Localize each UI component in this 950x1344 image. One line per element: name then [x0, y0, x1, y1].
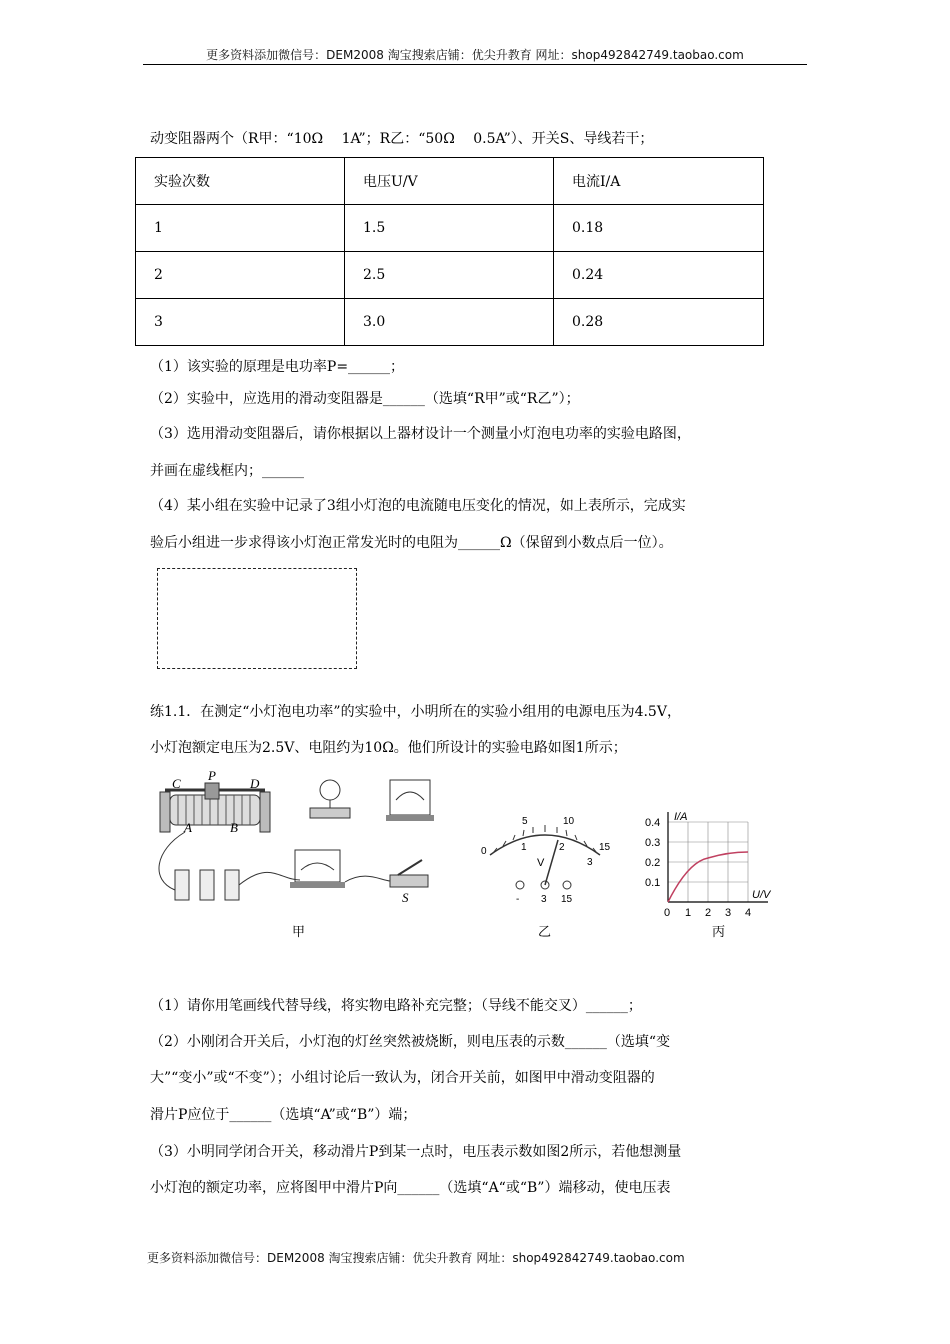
question-line: （1）请你用笔画线代替导线，将实物电路补充完整；（导线不能交叉）______；: [150, 998, 642, 1014]
caption-bing: 丙: [712, 925, 726, 940]
table-row: [136, 252, 764, 299]
x-tick: 0: [664, 907, 671, 919]
x-tick: 2: [705, 907, 712, 919]
question-line: （1）该实验的原理是电功率P=______；: [150, 359, 405, 375]
switch-icon: [390, 860, 428, 887]
y-tick: 0.4: [645, 817, 661, 829]
table-cell: 1.5: [345, 205, 554, 252]
label-c: C: [172, 776, 181, 791]
exercise-line: 小灯泡额定电压为2.5V、电阻约为10Ω。他们所设计的实验电路如图1所示；: [150, 740, 627, 756]
voltmeter-icon: [290, 850, 345, 888]
y-tick: 0.3: [645, 837, 661, 849]
scale-top-10: 10: [563, 816, 575, 827]
terminal-3: 3: [541, 894, 547, 905]
table-header-cell: 电流I/A: [554, 158, 764, 205]
label-p: P: [208, 770, 216, 783]
scale-top-15: 15: [599, 842, 611, 853]
ammeter-icon: [386, 780, 434, 821]
terminal-15: 15: [561, 894, 573, 905]
table-cell: 0.24: [554, 252, 764, 299]
bulb-icon: [310, 780, 350, 818]
wire: [345, 876, 390, 882]
table-cell: 0.28: [554, 299, 764, 346]
question-line: （4）某小组在实验中记录了3组小灯泡的电流随电压变化的情况，如上表所示，完成实: [150, 498, 686, 514]
scale-bottom-1: 1: [521, 842, 527, 853]
question-line: （2）实验中，应选用的滑动变阻器是______（选填“R甲”或“R乙”）；: [150, 391, 580, 407]
graph-grid: [668, 822, 748, 902]
y-axis-label: I/A: [674, 812, 688, 823]
question-line: （3）选用滑动变阻器后，请你根据以上器材设计一个测量小灯泡电功率的实验电路图，: [150, 426, 691, 442]
dial-arc: [490, 835, 600, 855]
scale-bottom-2: 2: [559, 842, 565, 853]
terminal-icon: [516, 881, 524, 889]
x-tick: 1: [685, 907, 692, 919]
table-header-cell: 电压U/V: [345, 158, 554, 205]
table-row: [136, 299, 764, 346]
battery-icon: [175, 870, 239, 900]
question-line: （3）小明同学闭合开关，移动滑片P到某一点时，电压表示数如图2所示，若他想测量: [150, 1144, 682, 1160]
page-header: 更多资料添加微信号：DEM2008 淘宝搜索店铺：优尖升教育 网址：shop492842749.taobao.com: [206, 48, 744, 62]
intro-line: 动变阻器两个（R甲：“10Ω 1A”；R乙：“50Ω 0.5A”）、开关S、导线若干；: [150, 131, 654, 147]
table-cell: 2: [136, 252, 345, 299]
table-cell: 3: [136, 299, 345, 346]
x-axis-label: U/V: [752, 889, 771, 901]
figure-yi-voltmeter: [475, 810, 615, 910]
table-cell: 3.0: [345, 299, 554, 346]
label-d: D: [250, 776, 260, 791]
x-tick: 3: [725, 907, 732, 919]
label-b: B: [230, 820, 238, 835]
label-a: A: [184, 820, 192, 835]
caption-jia: 甲: [292, 925, 306, 940]
page-footer: 更多资料添加微信号：DEM2008 淘宝搜索店铺：优尖升教育 网址：shop492842749.taobao.com: [147, 1251, 685, 1265]
table-header-row: [136, 158, 764, 205]
y-tick: 0.1: [645, 877, 661, 889]
scale-top-5: 5: [522, 816, 528, 827]
data-table: [135, 157, 764, 346]
dial-ticks: [493, 825, 597, 853]
scale-bottom-0: 0: [481, 846, 487, 857]
y-tick: 0.2: [645, 857, 661, 869]
question-line: 小灯泡的额定功率，应将图甲中滑片P向______（选填“A“或“B”）端移动，使电压表: [150, 1180, 671, 1196]
question-line: 滑片P应位于______（选填“A”或“B”）端；: [150, 1107, 417, 1123]
scale-bottom-3: 3: [587, 857, 593, 868]
table-cell: 0.18: [554, 205, 764, 252]
table-header-cell: 实验次数: [136, 158, 345, 205]
label-s: S: [402, 890, 409, 905]
exercise-line: 练1.1．在测定“小灯泡电功率”的实验中，小明所在的实验小组用的电源电压为4.5V，: [150, 704, 681, 720]
question-line: 验后小组进一步求得该小灯泡正常发光时的电阻为______Ω（保留到小数点后一位）。: [150, 535, 673, 551]
question-line: （2）小刚闭合开关后，小灯泡的灯丝突然被烧断，则电压表的示数______（选填“变: [150, 1034, 671, 1050]
question-line: 大”“变小”或“不变”）；小组讨论后一致认为，闭合开关前，如图甲中滑动变阻器的: [150, 1070, 655, 1086]
table-cell: 1: [136, 205, 345, 252]
dial-needle: [545, 840, 558, 885]
unit-v: V: [537, 857, 545, 869]
table-row: [136, 205, 764, 252]
answer-dashed-box: [157, 568, 357, 669]
terminal-icon: [563, 881, 571, 889]
terminal-minus: -: [516, 894, 520, 905]
table-cell: 2.5: [345, 252, 554, 299]
x-tick: 4: [745, 907, 752, 919]
header-divider: [143, 64, 807, 65]
figure-bing-graph: [640, 812, 790, 922]
question-line: 并画在虚线框内；______: [150, 463, 304, 479]
figure-jia-circuit: [150, 770, 440, 910]
caption-yi: 乙: [538, 925, 552, 940]
